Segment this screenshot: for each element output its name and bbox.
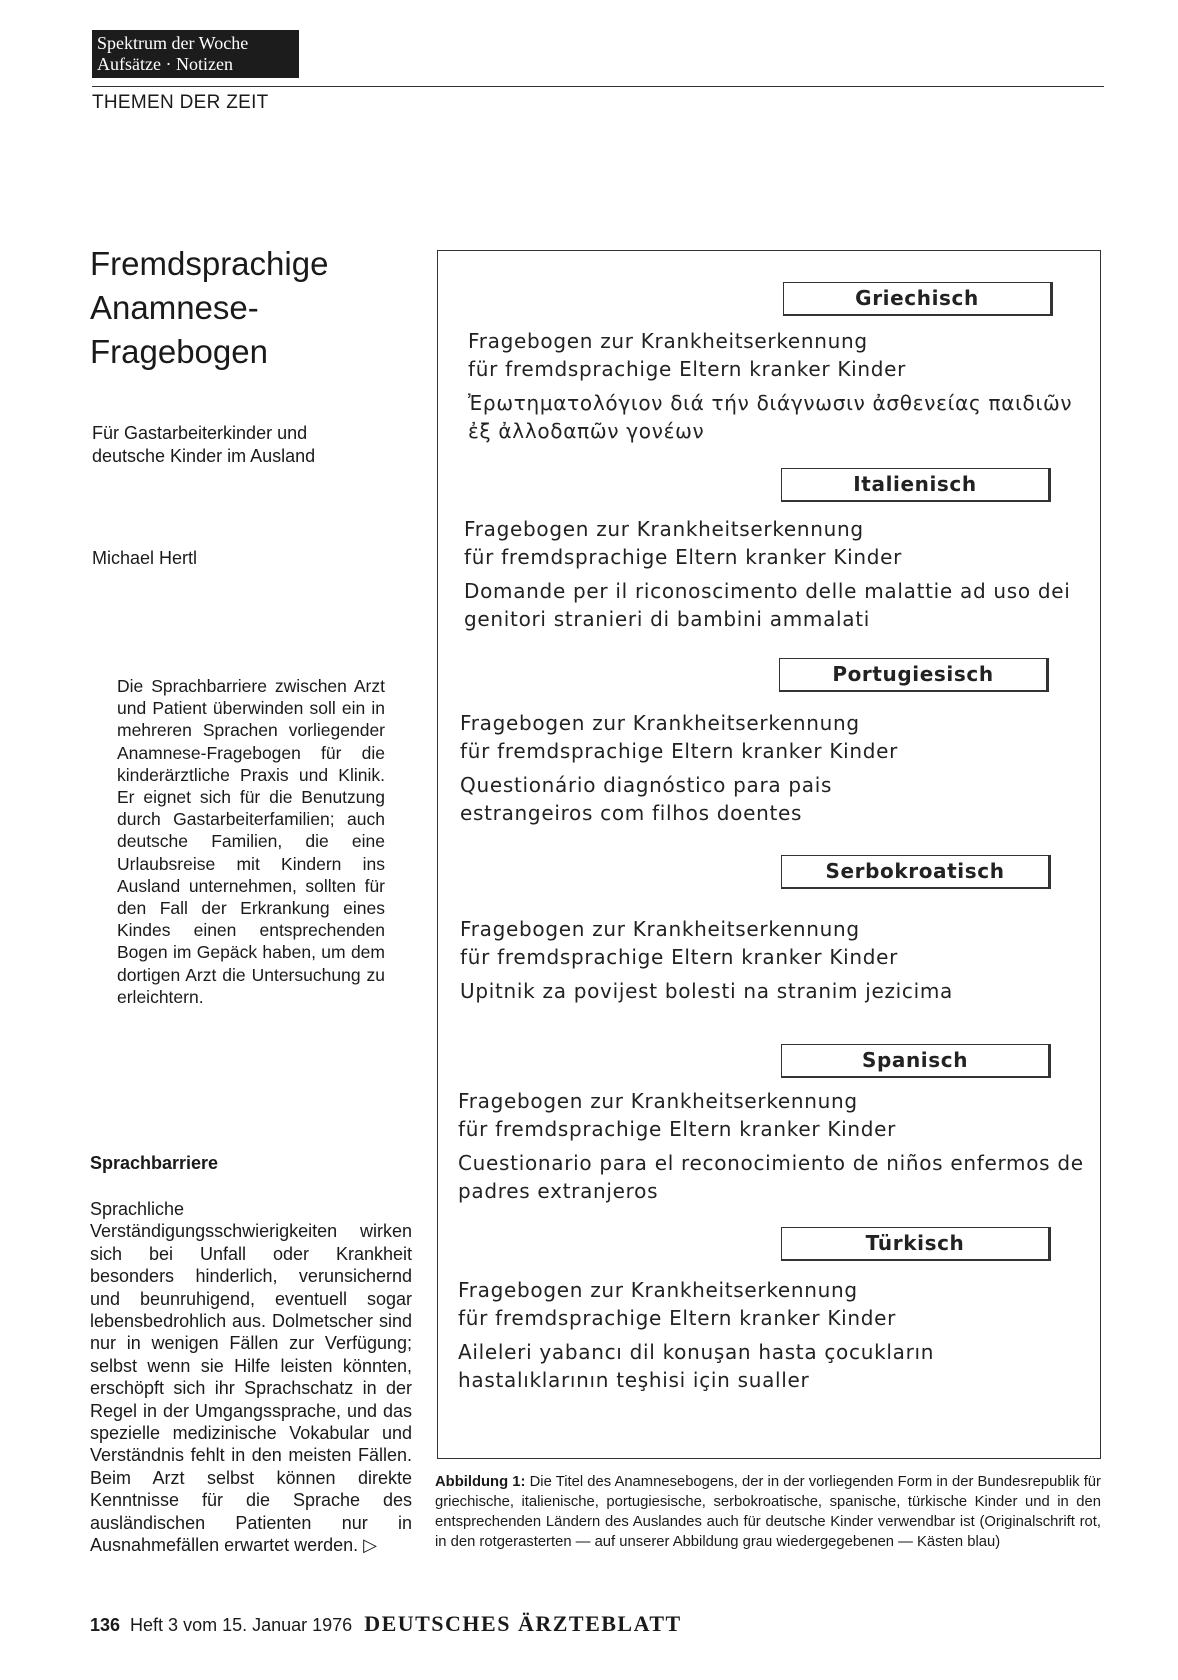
journal-name: DEUTSCHES ÄRZTEBLATT (364, 1611, 682, 1636)
native-title-portuguese: Questionário diagnóstico para pais estrangeiros com filhos doentes (460, 773, 833, 825)
header-rule (92, 86, 1104, 87)
page-footer (90, 1611, 682, 1637)
masthead (92, 30, 299, 78)
page-number: 136 (90, 1615, 121, 1635)
continue-arrow-icon: ▷ (363, 1535, 378, 1556)
native-title-italian: Domande per il riconoscimento delle malattie ad uso dei genitori stranieri di bambini ammalati (464, 579, 1071, 631)
german-title-line-1: Fragebogen zur Krankheitserkennung (468, 329, 868, 353)
native-title-greek: Ἐρωτηματολόγιον διά τήν διάγνωσιν ἀσθενείας παιδιῶν ἐξ ἀλλοδαπῶν γονέων (468, 391, 1073, 443)
german-title-line-1: Fragebogen zur Krankheitserkennung (458, 1089, 858, 1113)
body-text: Sprachliche Verständigungsschwierigkeiten wirken sich bei Unfall oder Krankheit besonders hinderlich, verunsichernd und beunruhigend, eventuell sogar lebensbedrohlich aus. Dolmetscher sind nur in wenigen Fällen zur Verfügung; selbst wenn sie Hilfe leisten könnten, erschöpft sich ihr Sprachschatz in der Regel in der Umgangssprache, und das spezielle medizinische Vokabular und Verständnis fehlt in den meisten Fällen. Beim Arzt selbst können direkte Kenntnisse für die Sprache des ausländischen Patienten nur in Ausnahmefällen erwartet werden. (90, 1199, 412, 1556)
german-title-line-1: Fragebogen zur Krankheitserkennung (464, 517, 864, 541)
issue-info: Heft 3 vom 15. Januar 1976 (130, 1615, 353, 1635)
article-title-line-3: Fragebogen (90, 333, 268, 370)
german-title-line-2: für fremdsprachige Eltern kranker Kinder (464, 545, 903, 569)
german-title-line-1: Fragebogen zur Krankheitserkennung (460, 917, 860, 941)
lang-box-spanish: Spanisch (781, 1044, 1051, 1078)
german-title-line-1: Fragebogen zur Krankheitserkennung (458, 1278, 858, 1302)
lang-box-turkish: Türkisch (781, 1227, 1051, 1261)
german-title-line-2: für fremdsprachige Eltern kranker Kinder (458, 1117, 897, 1141)
abstract: Die Sprachbarriere zwischen Arzt und Patient überwinden soll ein in mehreren Sprachen vorliegender Anamnese-Fragebogen für die kinderärztliche Praxis und Klinik. Er eignet sich für die Benutzung durch Gastarbeiterfamilien; auch deutsche Familien, die eine Urlaubsreise mit Kindern ins Ausland unternehmen, sollten für den Fall der Erkrankung eines Kindes einen entsprechenden Bogen im Gepäck haben, um dem dortigen Arzt die Untersuchung zu erleichtern. (117, 676, 385, 1007)
figure-1 (437, 250, 1101, 1459)
title-block-italian (464, 515, 1094, 633)
article-title-line-1: Fremdsprachige (90, 245, 329, 282)
figure-caption (435, 1472, 1101, 1552)
german-title-line-2: für fremdsprachige Eltern kranker Kinder (460, 739, 899, 763)
title-block-greek (468, 327, 1098, 445)
lang-box-italian: Italienisch (781, 468, 1051, 502)
title-block-turkish (458, 1276, 1088, 1394)
subheading-sprachbarriere: Sprachbarriere (90, 1153, 219, 1173)
native-title-serbocroatian: Upitnik za povijest bolesti na stranim jezicima (460, 979, 953, 1003)
title-block-spanish (458, 1087, 1088, 1205)
title-block-serbocroatian (460, 915, 1090, 1005)
masthead-line-2: Aufsätze · Notizen (97, 54, 233, 74)
article-title (90, 242, 328, 374)
article-subtitle-line-1: Für Gastarbeiterkinder und (92, 423, 308, 443)
german-title-line-2: für fremdsprachige Eltern kranker Kinder (458, 1306, 897, 1330)
lang-box-portuguese: Portugiesisch (779, 658, 1049, 692)
caption-text: Die Titel des Anamnesebogens, der in der vorliegenden Form in der Bundesrepublik für griechische, italienische, portugiesische, serbokroatische, spanische, türkische Kinder und in den entsprechenden Ländern des Auslandes auch für deutsche Kinder verwendbar ist (Originalschrift rot, in den rotgerasterten — auf unserer Abbildung grau wiedergegebenen — Kästen blau) (435, 1474, 1101, 1550)
body-paragraph (90, 1198, 412, 1557)
native-title-turkish: Aileleri yabancı dil konuşan hasta çocukların hastalıklarının teşhisi için sualler (458, 1340, 935, 1392)
author: Michael Hertl (92, 548, 198, 568)
caption-label: Abbildung 1: (435, 1474, 526, 1490)
article-subtitle-line-2: deutsche Kinder im Ausland (92, 446, 316, 466)
lang-box-greek: Griechisch (783, 282, 1053, 316)
article-subtitle (92, 422, 392, 468)
section-heading: THEMEN DER ZEIT (92, 92, 269, 113)
german-title-line-2: für fremdsprachige Eltern kranker Kinder (468, 357, 907, 381)
german-title-line-1: Fragebogen zur Krankheitserkennung (460, 711, 860, 735)
german-title-line-2: für fremdsprachige Eltern kranker Kinder (460, 945, 899, 969)
article-title-line-2: Anamnese- (90, 289, 259, 326)
lang-box-serbocroatian: Serbokroatisch (781, 855, 1051, 889)
title-block-portuguese (460, 709, 960, 827)
native-title-spanish: Cuestionario para el reconocimiento de niños enfermos de padres extranjeros (458, 1151, 1084, 1203)
masthead-line-1: Spektrum der Woche (97, 33, 249, 53)
